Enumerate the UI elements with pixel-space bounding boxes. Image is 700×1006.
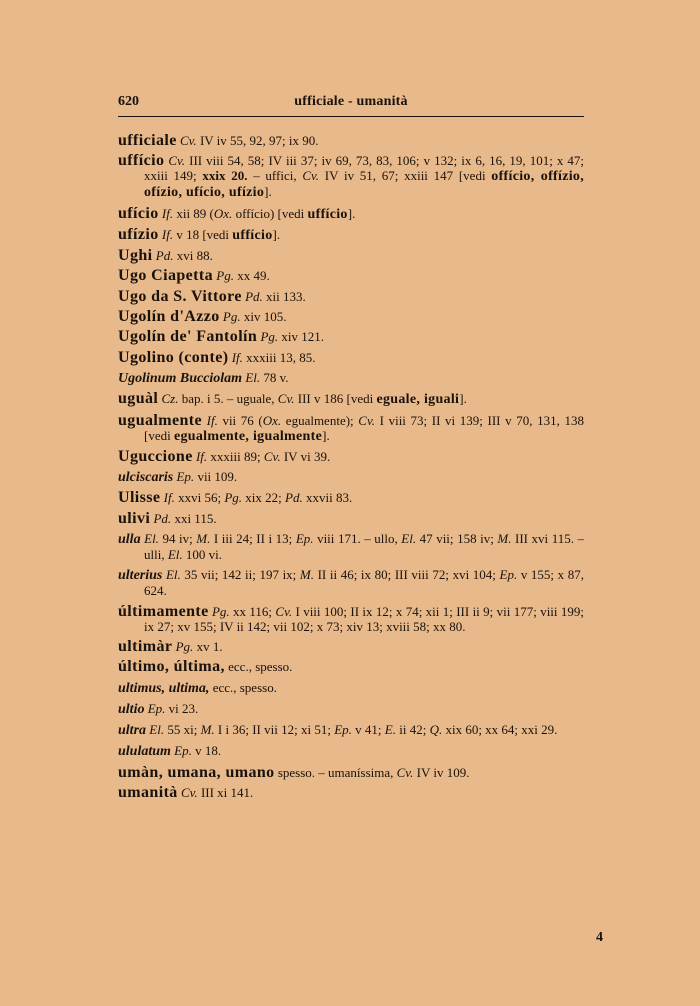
index-entry	[118, 469, 584, 485]
entry-text: xxxiii 13, 85.	[242, 349, 316, 365]
index-entry	[118, 350, 584, 365]
entry-text: – uffici,	[247, 168, 303, 184]
entry-text: v 41;	[351, 722, 385, 738]
work-abbreviation: If.	[195, 448, 208, 464]
work-abbreviation: Pg.	[175, 638, 194, 654]
entry-text: IV vi 39.	[280, 448, 331, 464]
index-entry	[118, 309, 584, 324]
work-abbreviation: If.	[161, 226, 174, 242]
index-entry	[118, 227, 584, 243]
entry-text: II ii 46; ix 80; III viii 72; xvi 104;	[314, 567, 500, 583]
work-abbreviation: Cz.	[161, 391, 179, 407]
entry-text: v 18.	[191, 743, 222, 759]
entry-text: ecc., spesso.	[209, 679, 277, 695]
work-abbreviation: E.	[384, 722, 396, 738]
entry-headword: Ugolín de' Fantolín	[118, 328, 258, 346]
entry-text: ].	[272, 226, 281, 242]
entry-text: egualmente);	[281, 412, 359, 428]
entry-text: 35 vii; 142 ii; 197 ix;	[180, 567, 300, 583]
work-abbreviation: M.	[497, 531, 512, 547]
index-entry	[118, 639, 584, 654]
index-entry	[118, 490, 584, 505]
work-abbreviation: Ep.	[334, 722, 352, 738]
work-abbreviation: El.	[144, 531, 159, 547]
entry-text: xxvi 56;	[174, 490, 225, 506]
index-entry	[118, 268, 584, 283]
work-abbreviation: Cv.	[168, 153, 186, 169]
work-abbreviation: Ep.	[176, 469, 195, 485]
work-abbreviation: El.	[165, 567, 181, 583]
entry-text: I i 36; II vii 12; xi 51;	[214, 722, 335, 738]
work-abbreviation: El.	[245, 369, 261, 385]
entry-headword: ugualmente	[118, 411, 202, 429]
cross-reference: offício, offízio, ofízio, ufício, ufízio	[144, 169, 584, 201]
entry-headword: Ugo Ciapetta	[118, 267, 214, 285]
index-entry	[118, 248, 584, 263]
work-abbreviation: Cv.	[263, 448, 281, 464]
entry-headword: ultra	[118, 723, 147, 739]
entry-text: I iii 24; II i 13;	[210, 531, 296, 547]
work-abbreviation: If.	[161, 205, 174, 221]
index-entry	[118, 511, 584, 526]
index-entry	[118, 153, 584, 200]
entry-text: xii 133.	[262, 288, 306, 304]
entry-headword: Ughi	[118, 247, 153, 265]
corner-mark: 4	[596, 930, 603, 945]
entry-headword: ufficiale	[118, 132, 177, 149]
entry-headword: ultimàr	[118, 637, 173, 655]
work-abbreviation: Cv.	[396, 764, 414, 780]
entry-headword: Ugolinum Bucciolam	[118, 370, 243, 386]
entry-text: ].	[459, 391, 467, 407]
entry-list	[118, 133, 584, 805]
entry-text: III xvi 115. – ulli,	[144, 531, 584, 563]
index-entry	[118, 449, 584, 464]
work-abbreviation: Cv.	[275, 603, 293, 619]
entry-headword: Ugo da S. Vittore	[118, 287, 242, 305]
entry-headword: ululatum	[118, 744, 171, 760]
work-abbreviation: Pg.	[260, 329, 279, 345]
entry-text: spesso. – umaníssima,	[274, 764, 397, 780]
index-entry	[118, 289, 584, 304]
index-entry	[118, 567, 584, 598]
entry-text: xx 116;	[229, 603, 276, 619]
work-abbreviation: Ep.	[147, 700, 166, 716]
index-entry	[118, 133, 584, 148]
work-abbreviation: Pg.	[224, 490, 243, 506]
work-abbreviation: M.	[196, 531, 211, 547]
entry-text: vi 23.	[165, 700, 199, 716]
work-abbreviation: M.	[200, 722, 215, 738]
header-rule	[118, 116, 584, 117]
index-entry	[118, 743, 584, 759]
entry-headword: umàn, umana, umano	[118, 763, 275, 781]
work-abbreviation: Ox.	[262, 412, 282, 428]
entry-text: xxxiii 89;	[207, 448, 264, 464]
work-abbreviation: Ep.	[174, 743, 192, 759]
entry-text: I viii 100; II ix 12; x 74; xii 1; III ii 9; vii 177; viii 199; ix 27; xv 155; IV ii 142; vii 102; x 73; xiv 13; xviii 58; xx 80.	[144, 603, 584, 634]
entry-text: ii 42;	[395, 722, 430, 738]
entry-text: xv 1.	[193, 638, 223, 654]
index-entry	[118, 391, 584, 407]
entry-text: ].	[347, 205, 356, 221]
entry-text: IV iv 51, 67; xxiii 147 [vedi	[319, 168, 492, 184]
entry-text: bap. i 5. – uguale,	[178, 391, 278, 407]
entry-headword: uguàl	[118, 390, 159, 408]
entry-text: ].	[322, 427, 330, 443]
entry-text: xvi 88.	[173, 248, 213, 264]
cross-reference: uffício	[232, 227, 273, 243]
work-abbreviation: Pd.	[285, 490, 303, 506]
entry-headword: Ugolín d'Azzo	[118, 308, 220, 326]
work-abbreviation: Cv.	[358, 412, 376, 428]
entry-headword: ulla	[118, 532, 141, 548]
index-entry	[118, 722, 584, 738]
entry-text: 94 iv;	[158, 531, 197, 547]
entry-text: xii 89 (	[173, 205, 214, 221]
index-entry	[118, 765, 584, 780]
entry-headword: último, última,	[118, 658, 225, 676]
entry-text: IV iv 55, 92, 97; ix 90.	[196, 133, 319, 148]
entry-text: xx 49.	[233, 268, 270, 284]
work-abbreviation: El.	[401, 531, 417, 547]
page-header	[118, 92, 584, 114]
index-entry	[118, 701, 584, 717]
entry-text: vii 109.	[194, 469, 238, 485]
entry-text: 78 v.	[260, 369, 289, 385]
entry-headword: ultio	[118, 701, 145, 717]
entry-headword: ufízio	[118, 225, 159, 243]
entry-headword: ulivi	[118, 509, 151, 527]
entry-text: xix 60; xx 64; xxi 29.	[442, 722, 558, 738]
cross-reference: eguale, iguali	[376, 392, 460, 408]
work-abbreviation: Pd.	[153, 510, 172, 526]
work-abbreviation: If.	[206, 412, 218, 428]
work-abbreviation: Pg.	[216, 268, 234, 284]
work-abbreviation: El.	[149, 722, 165, 738]
entry-text: 47 vii; 158 iv;	[416, 531, 498, 547]
work-abbreviation: Pd.	[155, 248, 174, 264]
index-entry	[118, 659, 584, 674]
entry-text: offício) [vedi	[232, 205, 308, 221]
entry-headword: ultimus, ultima,	[118, 680, 210, 696]
entry-text: xiv 121.	[278, 329, 325, 345]
work-abbreviation: Ox.	[213, 205, 233, 221]
entry-text: IV iv 109.	[413, 764, 470, 780]
entry-text: xiv 105.	[240, 309, 287, 325]
running-title: ufficiale - umanità	[294, 94, 408, 109]
work-abbreviation: Cv.	[302, 168, 320, 184]
work-abbreviation: Ep.	[295, 531, 314, 547]
work-abbreviation: Cv.	[179, 133, 197, 148]
entry-text: vii 76 (	[217, 412, 263, 428]
entry-headword: ulterius	[118, 568, 163, 584]
work-abbreviation: Q.	[429, 722, 443, 738]
entry-text: III v 186 [vedi	[294, 391, 377, 407]
index-entry	[118, 206, 584, 222]
entry-headword: ufício	[118, 204, 159, 222]
entry-headword: últimamente	[118, 602, 209, 620]
entry-headword: Ugolino (conte)	[118, 348, 229, 366]
entry-text: III viii 54, 58; IV iii 37; iv 69, 73, 83, 106; v 132; ix 6, 16, 19, 101; x 47; xxiii 149;	[144, 153, 584, 184]
work-abbreviation: Cv.	[277, 391, 295, 407]
work-abbreviation: Ep.	[499, 567, 518, 583]
entry-text: v 155; x 87, 624.	[144, 567, 584, 599]
work-abbreviation: Pg.	[211, 603, 230, 619]
index-entry	[118, 680, 584, 696]
work-abbreviation: Pg.	[222, 309, 241, 325]
index-entry	[118, 413, 584, 444]
entry-text: xix 22;	[242, 490, 286, 506]
entry-text: I viii 73; II vi 139; III v 70, 131, 138 [vedi	[144, 412, 584, 443]
work-abbreviation: If.	[163, 490, 175, 506]
entry-headword: Ulisse	[118, 489, 161, 507]
index-entry	[118, 604, 584, 634]
entry-headword: umanità	[118, 784, 178, 802]
work-abbreviation: M.	[299, 567, 314, 583]
entry-text: III xi 141.	[197, 785, 254, 801]
entry-text: xxix 20.	[202, 168, 248, 184]
cross-reference: uffício	[307, 206, 348, 222]
work-abbreviation: Pd.	[245, 288, 263, 304]
index-entry	[118, 329, 584, 344]
entry-text: xxi 115.	[171, 510, 217, 526]
entry-text: 55 xi;	[164, 722, 201, 738]
entry-text: viii 171. – ullo,	[313, 531, 402, 547]
entry-text: ecc., spesso.	[224, 659, 293, 675]
entry-headword: uffício	[118, 152, 165, 170]
entry-text: 100 vi.	[182, 547, 223, 563]
entry-text: v 18 [vedi	[173, 226, 233, 242]
entry-headword: ulciscaris	[118, 470, 174, 486]
cross-reference: egualmente, igualmente	[173, 428, 323, 444]
work-abbreviation: If.	[231, 349, 243, 365]
work-abbreviation: El.	[167, 547, 183, 563]
index-entry	[118, 370, 584, 386]
entry-headword: Uguccione	[118, 447, 193, 465]
entry-text: xxvii 83.	[302, 490, 353, 506]
entry-text: ].	[264, 184, 272, 200]
work-abbreviation: Cv.	[180, 785, 198, 801]
page-number: 620	[118, 94, 139, 109]
index-entry	[118, 785, 584, 800]
index-entry	[118, 531, 584, 562]
